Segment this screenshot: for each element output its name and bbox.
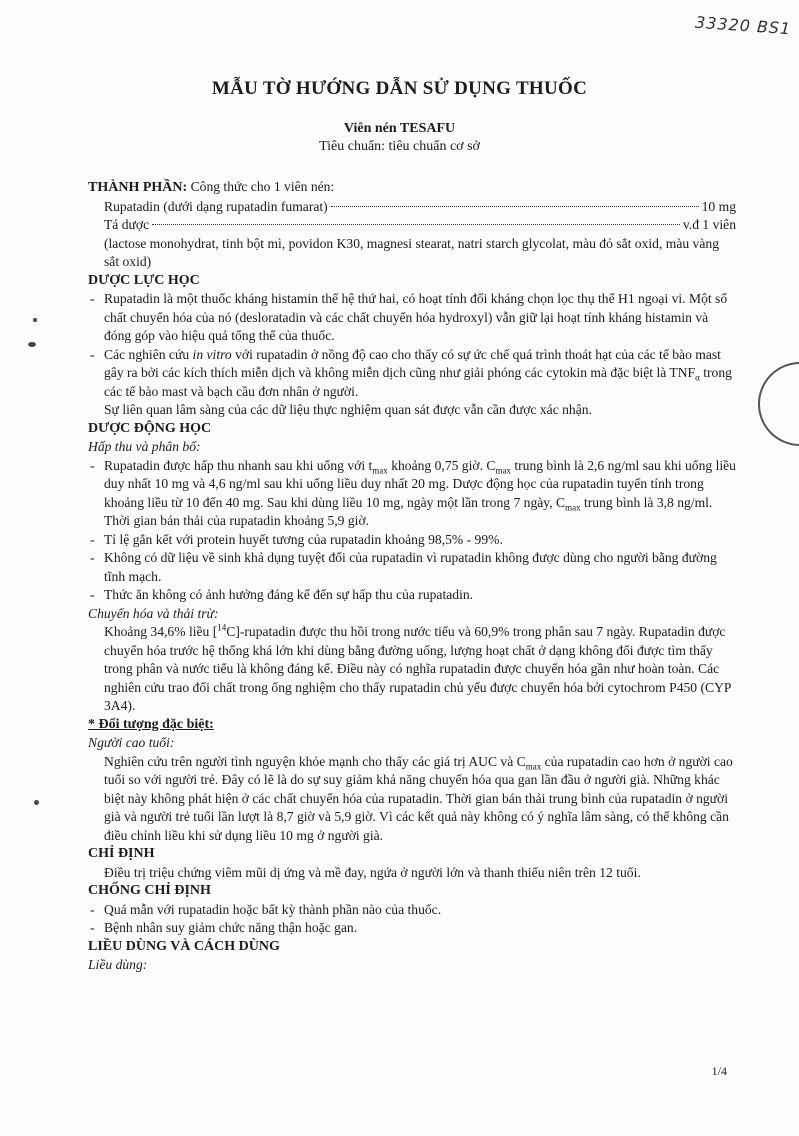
contraindications-heading: CHỐNG CHỈ ĐỊNH	[88, 883, 211, 898]
leaflet-body	[88, 178, 736, 975]
active-ingredient-row	[88, 198, 736, 217]
pharmacodynamics-item: - Rupatadin là một thuốc kháng histamin thế hệ thứ hai, có hoạt tính đối kháng chọn lọc thụ thể H1 ngoại vi. Một số chất chuyển hóa của nó (desloratadin và các chất chuyển hóa hydroxyl) vẫn giữ lại hoạt tính kháng histamin và đóng góp vào hiệu quả tổng thể của thuốc.	[88, 290, 736, 346]
indications-text: Điều trị triệu chứng viêm mũi dị ứng và mề đay, ngứa ở người lớn và thanh thiếu niên trên 12 tuổi.	[104, 864, 641, 880]
absorption-item: - Thức ăn không có ảnh hưởng đáng kể đến sự hấp thu của rupatadin.	[88, 586, 736, 605]
scan-mark	[34, 800, 39, 805]
dosage-subheading: Liều dùng:	[88, 957, 148, 972]
scan-mark	[28, 342, 36, 347]
elderly-text: Nghiên cứu trên người tình nguyện khỏe mạnh cho thấy các giá trị AUC và $C_{max}$ của rupatadin cao hơn ở người cao tuổi so với người trẻ. Đây có lẽ là do sự suy giảm khả năng chuyển hóa qua gan lần đầu ở người già. Những khác biệt này không phát hiện ở các chất chuyển hóa của rupatadin. Thời gian bán thải trung bình của rupatadin ở người già và người trẻ tuổi lần lượt là 8,7 giờ và 5,9 giờ. Vì các kết quả này không có ý nghĩa lâm sàng, có thể không cần điều chỉnh liều khi sử dụng liều 10 mg ở người già.	[104, 753, 733, 843]
pharmacodynamics-item: - Các nghiên cứu in vitro với rupatadin ở nồng độ cao cho thấy có sự ức chế quá trình thoát hạt của các tế bào mast gây ra bởi các kích thích miễn dịch và không miễn dịch cũng như giải phóng các cytokin mà đặc biệt là $TNF_\alpha$ trong các tế bào mast và bạch cầu đơn nhân ở người. Sự liên quan lâm sàng của các dữ liệu thực nghiệm quan sát được vẫn cần được xác nhận.	[88, 346, 736, 420]
excipient-amount: v.đ 1 viên	[682, 217, 736, 232]
stamp-seal	[758, 362, 799, 446]
elderly-title: Người cao tuổi:	[88, 735, 175, 750]
indications-heading: CHỈ ĐỊNH	[88, 846, 155, 861]
composition-heading: THÀNH PHẦN:	[88, 180, 188, 195]
contraindication-item: - Quá mẫn với rupatadin hoặc bất kỳ thành phần nào của thuốc.	[88, 901, 736, 920]
absorption-title: Hấp thu và phân bố:	[88, 439, 201, 454]
product-name: Viên nén TESAFU	[343, 121, 456, 136]
document-title: MẪU TỜ HƯỚNG DẪN SỬ DỤNG THUỐC	[211, 78, 588, 99]
absorption-item: - Rupatadin được hấp thu nhanh sau khi uống với $t_{max}$ khoảng 0,75 giờ. $C_{max}$ trung bình là 2,6 ng/ml sau khi uống liều duy nhất 10 mg và 4,6 ng/ml sau khi uống liều duy nhất 20 mg. Dược động học của rupatadin tuyến tính trong khoảng liều từ 10 đến 40 mg. Sau khi dùng liều 10 mg, ngày một lần trong 7 ngày, $C_{max}$ trung bình là 3,8 ng/ml. Thời gian bán thải của rupatadin khoảng 5,9 giờ.	[88, 457, 736, 531]
excipient-name: Tá dược	[104, 217, 150, 232]
product-standard: Tiêu chuẩn: tiêu chuẩn cơ sở	[319, 139, 480, 154]
metabolism-title: Chuyển hóa và thải trừ:	[88, 605, 219, 621]
excipient-row	[88, 216, 736, 235]
pharmacokinetics-heading: DƯỢC ĐỘNG HỌC	[88, 420, 212, 436]
composition-intro: Công thức cho 1 viên nén:	[190, 179, 335, 194]
dosage-heading: LIỀU DÙNG VÀ CÁCH DÙNG	[88, 938, 280, 954]
active-ingredient-amount: 10 mg	[701, 198, 736, 214]
metabolism-text: Khoảng 34,6% liều [$^{14}$C]-rupatadin được thu hồi trong nước tiểu và 60,9% trong phân sau 7 ngày. Rupatadin được chuyển hóa trước hệ thống khá lớn khi dùng bằng đường uống, lượng hoạt chất ở dạng không đổi được tìm thấy trong phân và nước tiểu là không đáng kể. Điều này có nghĩa rupatadin được chuyển hóa gần như hoàn toàn. Các nghiên cứu trao đổi chất trong ống nghiệm cho thấy rupatadin chủ yếu được chuyển hóa bởi cytochrom P450 (CYP 3A4).	[104, 622, 731, 713]
page-number: 1/4	[711, 1064, 727, 1078]
scan-mark	[33, 318, 37, 322]
active-ingredient-name: Rupatadin (dưới dạng rupatadin fumarat)	[104, 198, 328, 214]
absorption-item: - Tỉ lệ gắn kết với protein huyết tương của rupatadin khoảng 98,5% - 99%.	[88, 531, 736, 550]
excipient-list: (lactose monohydrat, tinh bột mì, povidon K30, magnesi stearat, natri starch glycolat, màu đỏ sắt oxid, màu vàng sắt oxid)	[104, 235, 719, 269]
handwritten-code: 33320 BS1	[694, 12, 792, 39]
absorption-item: - Không có dữ liệu về sinh khả dụng tuyệt đối của rupatadin vì rupatadin không được dùng cho người bằng đường tĩnh mạch.	[88, 549, 736, 586]
contraindication-item: - Bệnh nhân suy giảm chức năng thận hoặc gan.	[88, 919, 736, 938]
special-populations-heading: * Đối tượng đặc biệt:	[88, 716, 214, 732]
pharmacodynamics-heading: DƯỢC LỰC HỌC	[88, 272, 200, 288]
